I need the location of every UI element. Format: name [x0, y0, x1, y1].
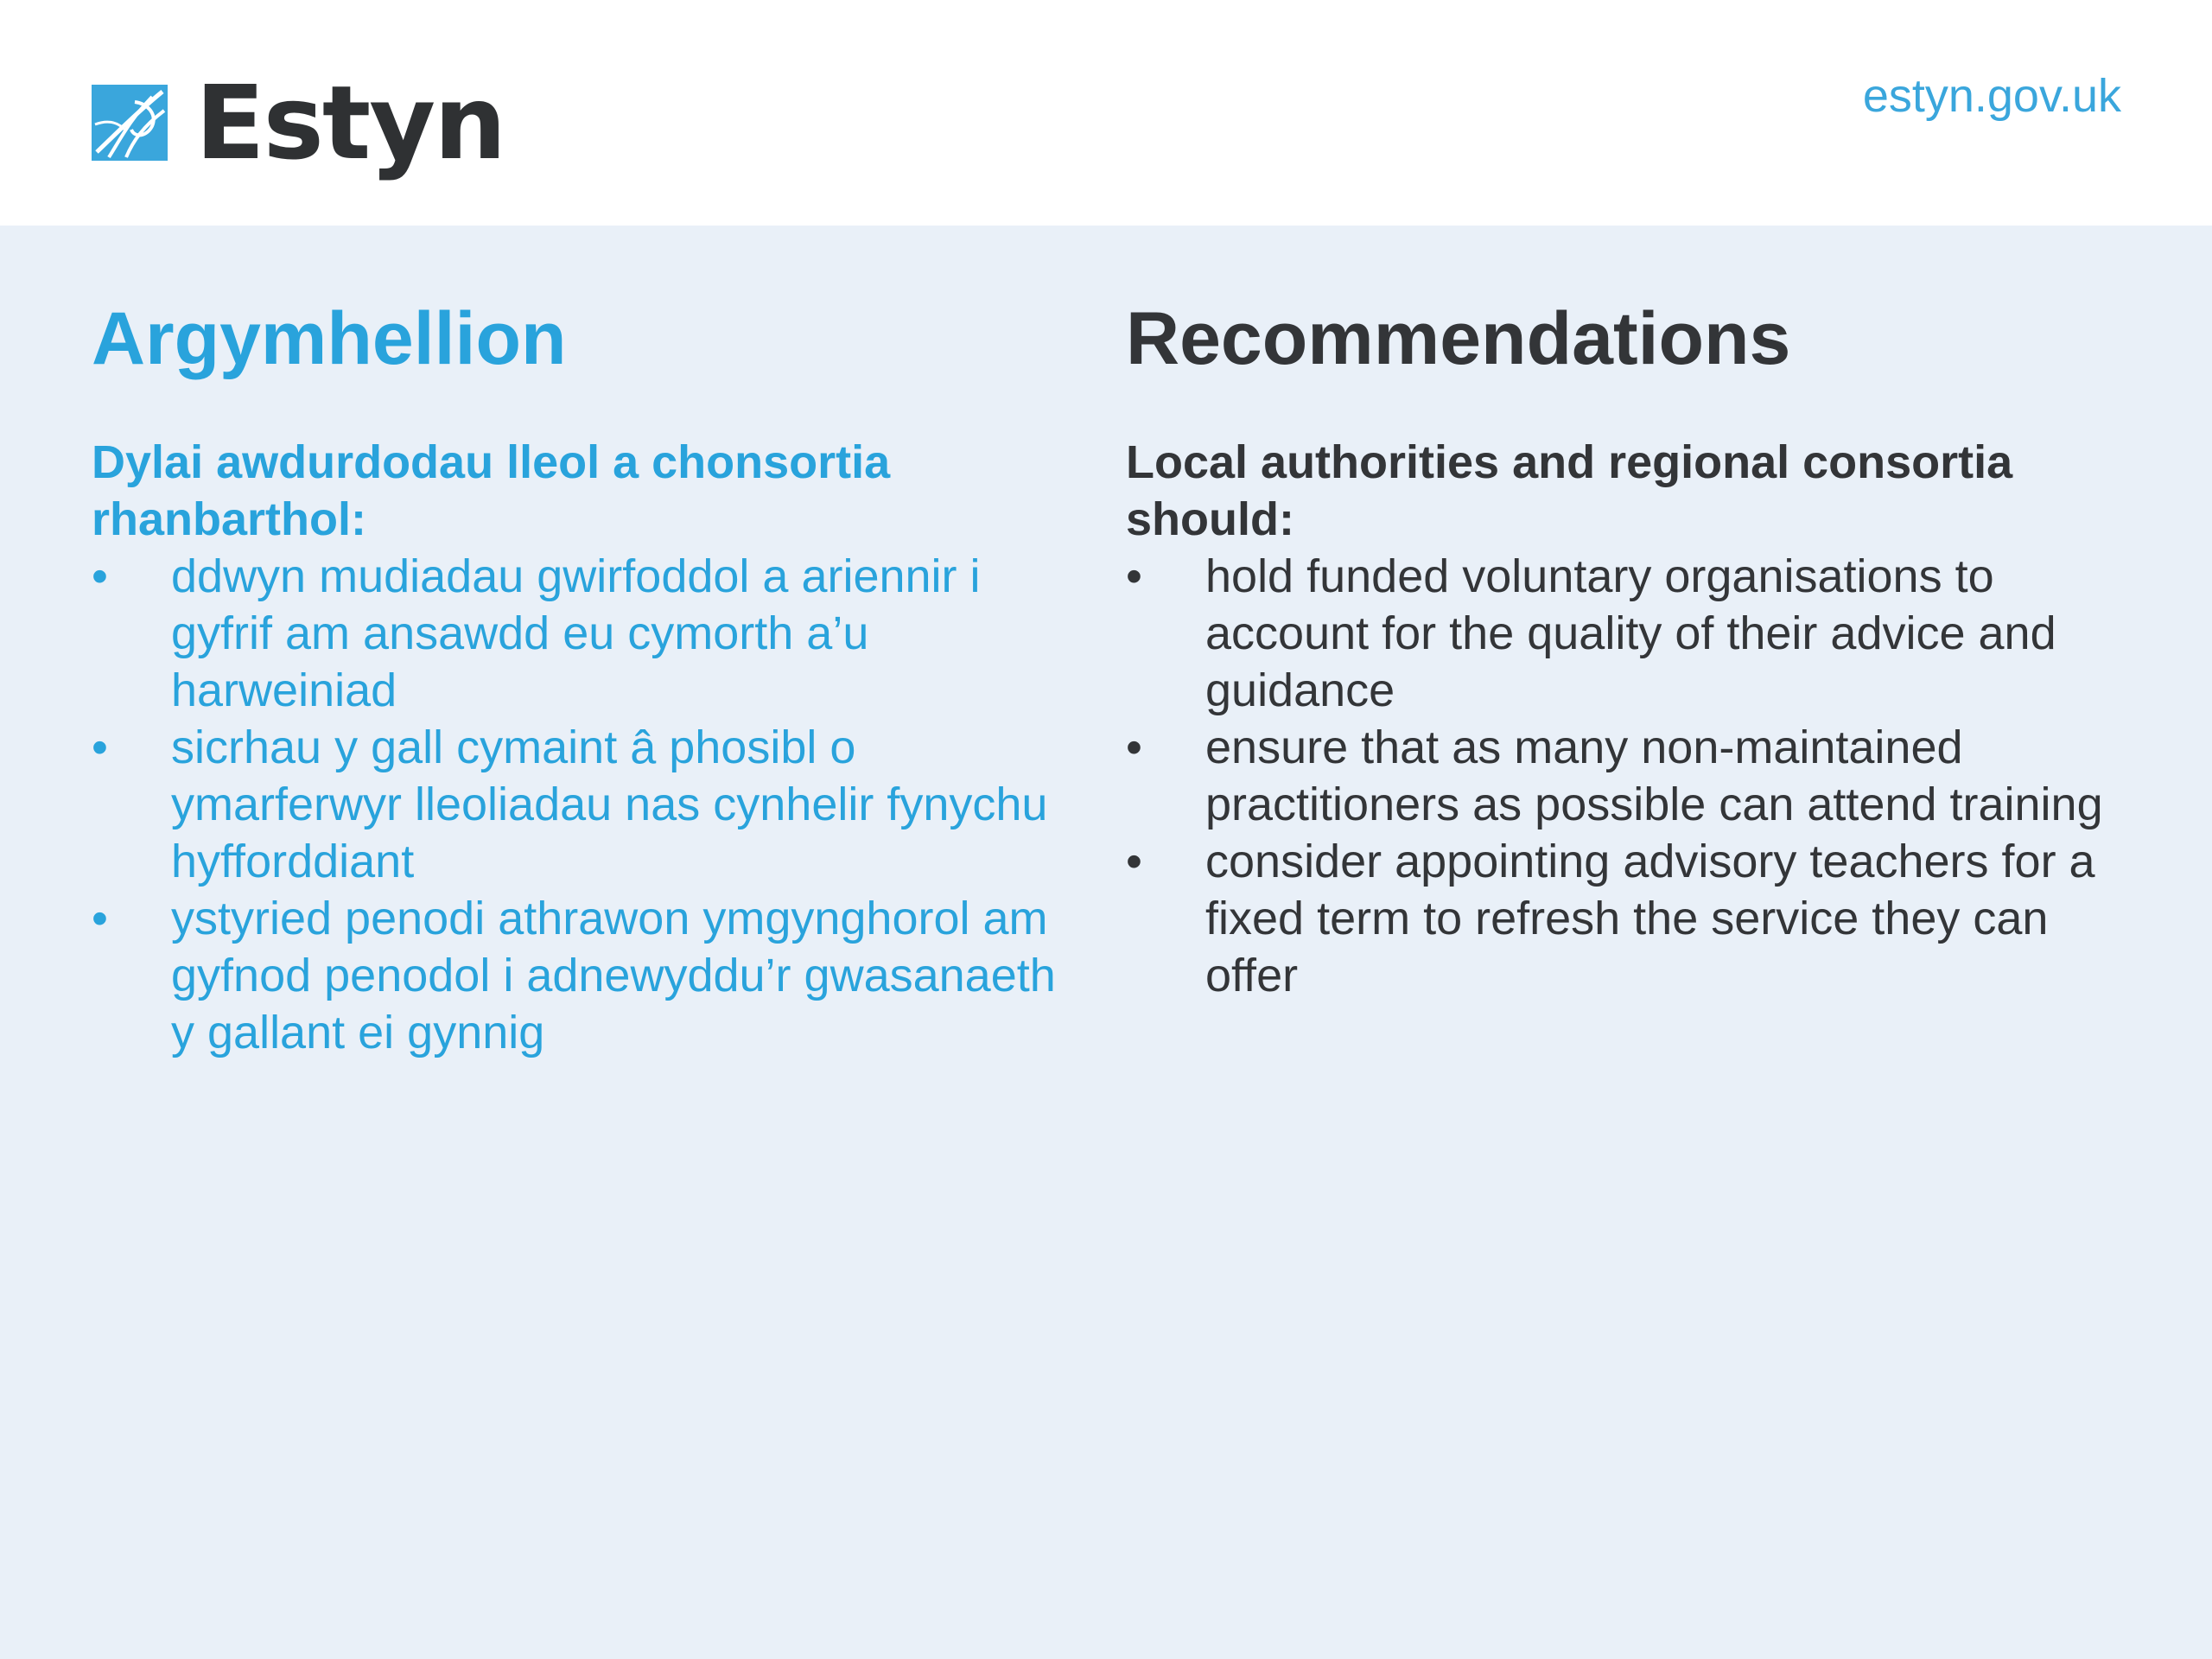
- english-title: Recommendations: [1126, 297, 1791, 380]
- bullet: •: [1126, 721, 1142, 773]
- bullet: •: [1126, 550, 1142, 602]
- list-item: [92, 548, 1059, 719]
- header: [0, 0, 2212, 226]
- list-item-text: hold funded voluntary organisations to account for the quality of their advice and guidance: [1205, 550, 2056, 716]
- estyn-logo-icon: [92, 85, 168, 161]
- list-item-text: ystyried penodi athrawon ymgynghorol am gyfnod penodol i adnewyddu’r gwasanaeth y gallant ei gynnig: [171, 893, 1056, 1058]
- welsh-lead: Dylai awdurdodau lleol a chonsortia rhanbarthol:: [92, 436, 891, 545]
- list-item: [1126, 548, 2128, 719]
- english-list: [1126, 548, 2128, 1004]
- bullet: •: [92, 721, 108, 773]
- welsh-list: [92, 548, 1059, 1061]
- brand-name: Estyn: [195, 63, 505, 182]
- list-item: [1126, 833, 2128, 1004]
- list-item-text: ddwyn mudiadau gwirfoddol a ariennir i gyfrif am ansawdd eu cymorth a’u harweiniad: [171, 550, 981, 716]
- list-item: [92, 719, 1059, 890]
- bullet: •: [92, 893, 108, 944]
- list-item-text: sicrhau y gall cymaint â phosibl o ymarferwyr lleoliadau nas cynhelir fynychu hyfforddiant: [171, 721, 1048, 887]
- welsh-column: [92, 294, 1059, 1061]
- english-column: [1126, 294, 2128, 1004]
- list-item: [1126, 719, 2128, 833]
- list-item: [92, 890, 1059, 1061]
- welsh-title: Argymhellion: [92, 297, 567, 380]
- list-item-text: consider appointing advisory teachers for a fixed term to refresh the service they can offer: [1205, 836, 2095, 1001]
- list-item-text: ensure that as many non-maintained practitioners as possible can attend training: [1205, 721, 2103, 830]
- bullet: •: [1126, 836, 1142, 887]
- site-url-link[interactable]: estyn.gov.uk: [1862, 70, 2121, 122]
- english-lead: Local authorities and regional consortia should:: [1126, 436, 2013, 545]
- estyn-logo[interactable]: [92, 63, 505, 182]
- bullet: •: [92, 550, 108, 602]
